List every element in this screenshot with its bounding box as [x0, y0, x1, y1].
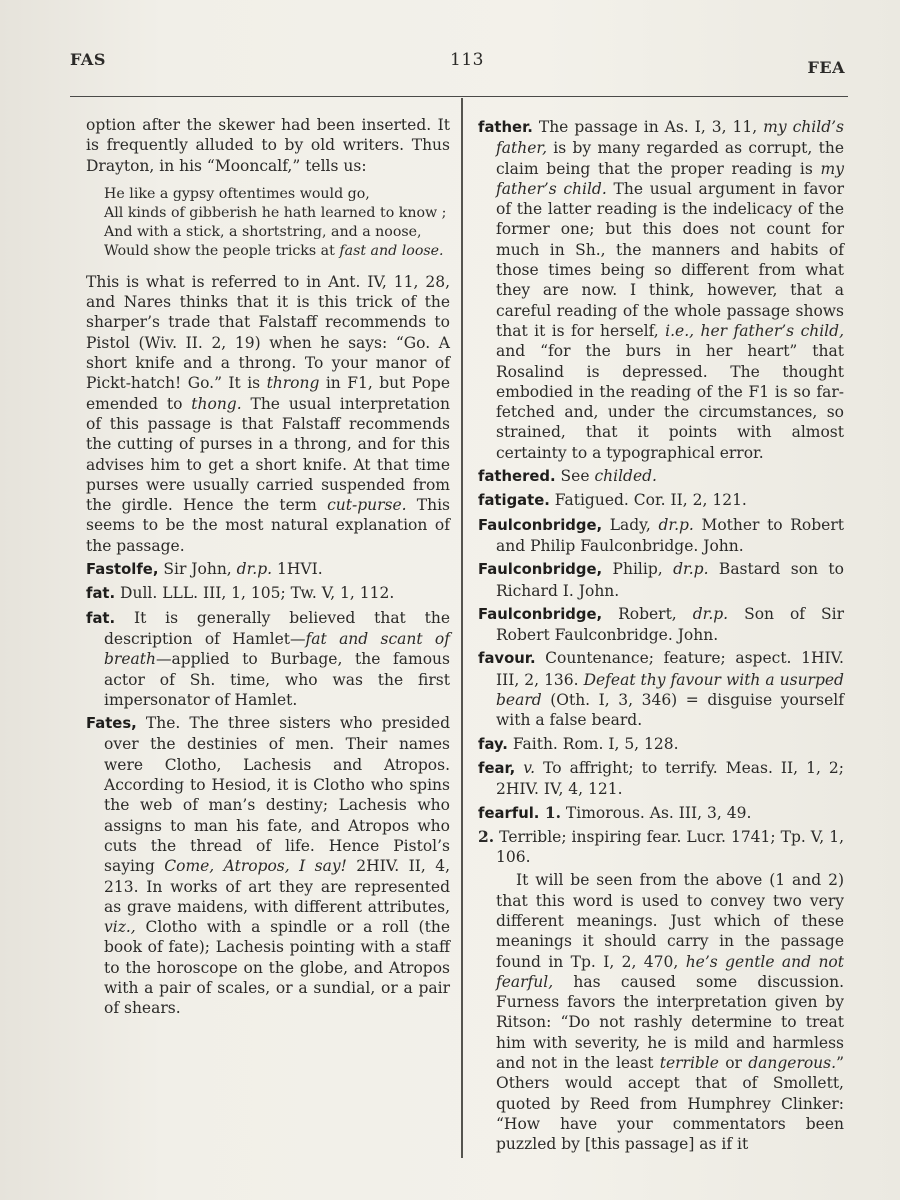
- italic-term: throng: [266, 374, 320, 393]
- headword: fatigate.: [478, 492, 550, 510]
- italic-term: viz.,: [104, 918, 136, 937]
- entry-fear: [478, 758, 844, 800]
- headword: Faulconbridge,: [478, 561, 603, 579]
- verse-italic: fast and loose.: [339, 242, 444, 259]
- text: Sir John,: [158, 560, 237, 579]
- italic-term: terrible: [659, 1054, 719, 1073]
- text: Clotho with a spindle or a roll (the book of fate); Lachesis pointing with a staff to the horoscope on the globe, and Atropos with a pair of scales, or a sundial, or a pair of shears.: [104, 918, 450, 1018]
- entry-faulconbridge-lady: [478, 515, 844, 557]
- entry-fates: [86, 713, 450, 1018]
- verse-line: He like a gypsy oftentimes would go,: [104, 185, 370, 202]
- text: The passage in As. I, 3, 11,: [532, 118, 764, 136]
- text: Timorous. As. III, 3, 49.: [561, 803, 752, 822]
- italic-term: Defeat thy favour with a usurped beard: [496, 670, 844, 710]
- entry-fastolfe: [86, 559, 450, 580]
- verse-text: Would show the people tricks at: [104, 242, 340, 259]
- sense-number: 1.: [539, 802, 561, 822]
- text: —applied to Burbage, the famous actor of Sh. time, who was the first impersonator of Hamlet.: [104, 650, 450, 709]
- text: Robert,: [602, 604, 693, 623]
- italic-term: thong.: [191, 394, 242, 413]
- verse-line: And with a stick, a shortstring, and a noose,: [104, 223, 422, 240]
- sense-number: 2.: [478, 826, 495, 846]
- headword: fat.: [86, 609, 116, 627]
- headword: fear,: [478, 759, 516, 777]
- verse-line: All kinds of gibberish he hath learned to know ;: [104, 204, 447, 221]
- italic-term: childed.: [594, 467, 657, 486]
- entry-father: [478, 117, 844, 463]
- fearful-discussion-paragraph: [478, 870, 844, 1154]
- page-number: 113: [450, 50, 484, 70]
- entry-fat-2: [86, 608, 450, 710]
- italic-term: dr.p.: [673, 560, 709, 579]
- right-column: [478, 117, 844, 1158]
- running-head-left: FAS: [70, 50, 106, 69]
- text: The usual argument in favor of the latter reading is the indelicacy of the former one; but this does not count for much in Sh., the manners and habits of those times being so different from what they are now. I think, however, that a careful reading of the whole passage shows that it is for herself,: [496, 179, 844, 340]
- italic-term: v.: [523, 758, 536, 777]
- headword: Faulconbridge,: [478, 605, 603, 623]
- entry-fearful: [478, 803, 844, 824]
- italic-term: my child’s father,: [496, 118, 844, 158]
- text: and “for the burs in her heart” that Rosalind is depressed. The thought embodied in the reading of the F1 is so far-fetched and, under the circumstances, so strained, that it points with almost certainty to a typographical error.: [496, 342, 844, 462]
- italic-term: dangerous.: [748, 1054, 837, 1073]
- italic-term: Come, Atropos, I say!: [164, 857, 347, 876]
- text: Fatigued. Cor. II, 2, 121.: [549, 491, 747, 510]
- text: Philip,: [602, 560, 674, 579]
- italic-term: cut-purse.: [327, 496, 407, 515]
- entry-fay: [478, 734, 844, 755]
- text: in F1, but Pope emended to: [86, 374, 450, 413]
- italic-term: dr.p.: [692, 604, 729, 623]
- text: See: [555, 467, 595, 486]
- italic-term: i.e., her father’s child,: [665, 321, 844, 340]
- entry-fatigate: [478, 490, 844, 511]
- text: (Oth. I, 3, 346) = disguise yourself with a false beard.: [496, 691, 844, 730]
- text: The. The three sisters who presided over the destinies of men. Their names were Clotho, Lachesis and Atropos. According to Hesiod, it is Clotho who spins the web of man’s destiny; Lachesis who assigns to man his fate, and Atropos who cuts the thread of life. Hence Pistol’s saying: [104, 714, 450, 876]
- text: Terrible; inspiring fear. Lucr. 1741; Tp. V, 1, 106.: [494, 827, 844, 867]
- headword: Fates,: [86, 715, 137, 733]
- italic-term: he’s gentle and not fearful,: [496, 952, 844, 991]
- left-column: [86, 115, 450, 1022]
- entry-faulconbridge-robert: [478, 604, 844, 646]
- text: Son of Sir Robert Faulconbridge. John.: [496, 604, 844, 645]
- header-rule: [70, 96, 848, 97]
- text: It is generally believed that the description of Hamlet—: [104, 608, 450, 648]
- text: is by many regarded as corrupt, the claim being that the proper reading is: [496, 139, 844, 178]
- headword: Fastolfe,: [86, 561, 159, 579]
- text: This is what is referred to in Ant. IV, 11, 28, and Nares thinks that it is this trick of the sharper’s trade that Falstaff recommends to Pistol (Wiv. II. 2, 19) when he says: “Go. A short knife and a throng. To your manor of Pickt-hatch! Go.” It is: [86, 272, 450, 393]
- italic-term: dr.p.: [236, 560, 273, 579]
- entry-fathered: [478, 466, 844, 487]
- continuation-paragraph: option after the skewer had been inserted. It is frequently alluded to by old writers. Thus Drayton, in his “Mooncalf,” tells us:: [86, 116, 450, 175]
- entry-favour: [478, 648, 844, 730]
- text: Countenance; feature; aspect. 1HIV. III, 2, 136.: [496, 649, 844, 689]
- running-head-right: FEA: [807, 58, 845, 77]
- text: ” Others would accept that of Smollett, quoted by Reed from Humphrey Clinker: “How have your commentators been puzzled by [this passage] as if it: [496, 1054, 844, 1154]
- italic-term: fat and scant of breath: [104, 629, 450, 669]
- headword: father.: [478, 119, 533, 136]
- headword: fathered.: [478, 468, 556, 486]
- text: Dull. LLL. III, 1, 105; Tw. V, 1, 112.: [115, 584, 395, 603]
- text: or: [718, 1054, 749, 1073]
- text: 1HVI.: [272, 560, 323, 579]
- text: To affright; to terrify. Meas. II, 1, 2; 2HIV. IV, 4, 121.: [496, 758, 844, 799]
- text: has caused some discussion. Furness favors the interpretation given by Ritson: “Do not rashly determine to treat him with severity, he is mild and harmless and not in the least: [496, 972, 844, 1073]
- column-divider: [461, 98, 463, 1158]
- text: Lady,: [602, 515, 659, 534]
- entry-faulconbridge-philip: [478, 559, 844, 601]
- headword: Faulconbridge,: [478, 516, 603, 534]
- text: The usual interpretation of this passage is that Falstaff recommends the cutting of purses in a throng, and for this advises him to get a short knife. At that time purses were usually carried suspended from the girdle. Hence the term: [86, 394, 450, 515]
- headword: favour.: [478, 650, 536, 668]
- entry-fearful-sense-2: [478, 827, 844, 868]
- text: 2HIV. II, 4, 213. In works of art they are represented as grave maidens, with different attributes,: [104, 857, 450, 916]
- verse-line: [104, 242, 450, 261]
- drayton-quotation: [104, 185, 450, 261]
- headword: fearful.: [478, 804, 540, 822]
- italic-term: my father’s child.: [496, 159, 844, 198]
- text: It will be seen from the above (1 and 2) that this word is used to convey two very different meanings. Just which of these meanings it should carry in the passage found in Tp. I, 2, 470,: [496, 871, 844, 971]
- text: Mother to Robert and Philip Faulconbridge. John.: [496, 515, 844, 555]
- headword: fat.: [86, 585, 116, 603]
- entry-fat-1: [86, 583, 450, 604]
- italic-term: dr.p.: [658, 515, 694, 534]
- explanation-paragraph: [86, 272, 450, 556]
- headword: fay.: [478, 735, 508, 753]
- text: This seems to be the most natural explanation of the passage.: [86, 496, 450, 555]
- text: Faith. Rom. I, 5, 128.: [507, 734, 679, 753]
- text: Bastard son to Richard I. John.: [496, 560, 844, 600]
